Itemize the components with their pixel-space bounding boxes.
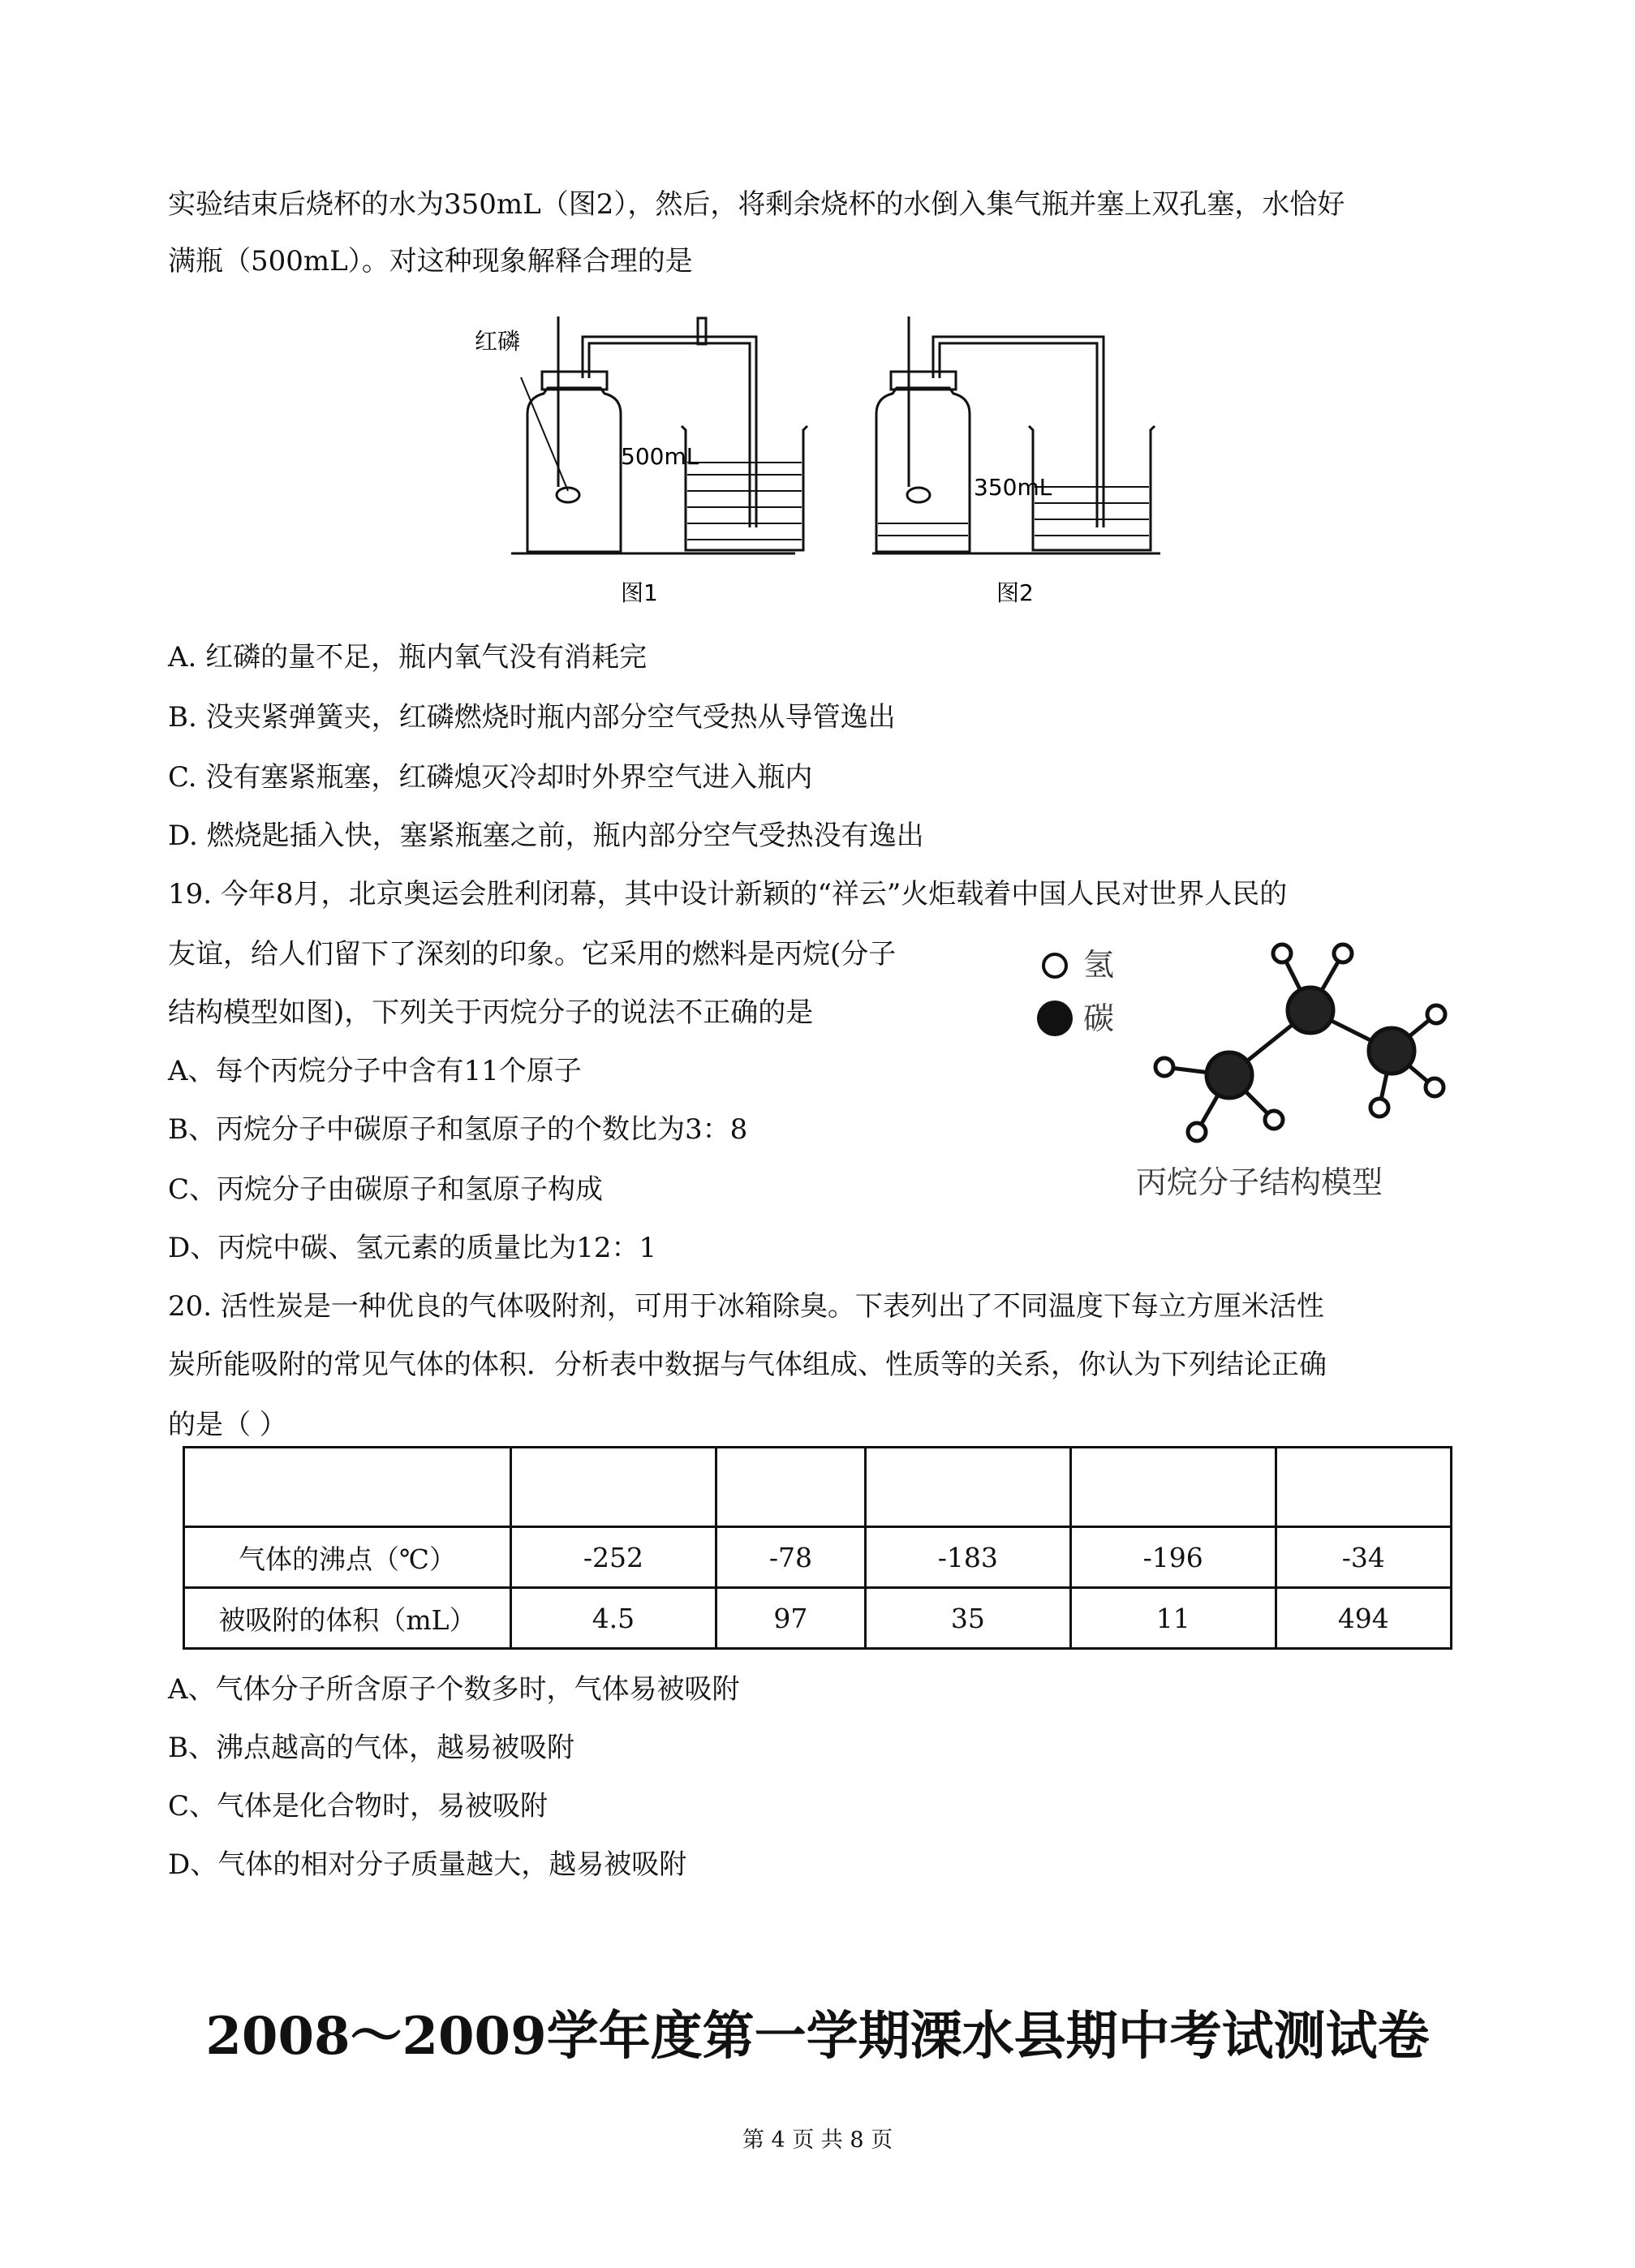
propane-model-figure bbox=[1022, 925, 1477, 1217]
fig1-beaker bbox=[682, 426, 807, 550]
fig2-bottle bbox=[876, 388, 970, 552]
row-label-volume: 被吸附的体积（mL） bbox=[184, 1588, 511, 1649]
table-cell: 4.5 bbox=[511, 1588, 716, 1649]
propane-molecule bbox=[1155, 945, 1445, 1141]
intro-line-2: 满瓶（500mL）。对这种现象解释合理的是 bbox=[168, 245, 693, 278]
q18-option-a: A. 红磷的量不足，瓶内氧气没有消耗完 bbox=[168, 641, 648, 674]
table-header-cell bbox=[1070, 1448, 1276, 1527]
table-row-boiling-point bbox=[184, 1527, 1452, 1588]
q18-option-d: D. 燃烧匙插入快，塞紧瓶塞之前，瓶内部分空气受热没有逸出 bbox=[168, 820, 924, 852]
page-footer: 第 4 页 共 8 页 bbox=[742, 2128, 893, 2153]
q19-line-3: 结构模型如图)，下列关于丙烷分子的说法不正确的是 bbox=[168, 996, 814, 1029]
q19-option-d: D、丙烷中碳、氢元素的质量比为12：1 bbox=[168, 1232, 657, 1264]
q20-option-d: D、气体的相对分子质量越大，越易被吸附 bbox=[168, 1848, 687, 1881]
table-row-adsorbed-volume bbox=[184, 1588, 1452, 1649]
fig1-volume-label: 500mL bbox=[621, 443, 699, 470]
fig2-caption: 图2 bbox=[996, 579, 1034, 606]
fig1-red-phosphorus-label: 红磷 bbox=[475, 328, 521, 355]
table-cell: 97 bbox=[716, 1588, 865, 1649]
table-header-cell bbox=[716, 1448, 865, 1527]
table-header-cell bbox=[184, 1448, 511, 1527]
legend-hydrogen-icon bbox=[1043, 954, 1066, 977]
q19-option-c: C、丙烷分子由碳原子和氢原子构成 bbox=[168, 1173, 604, 1206]
table-header-cell bbox=[865, 1448, 1070, 1527]
table-cell: -196 bbox=[1070, 1527, 1276, 1588]
table-cell: 11 bbox=[1070, 1588, 1276, 1649]
q19-line-2: 友谊，给人们留下了深刻的印象。它采用的燃料是丙烷(分子 bbox=[168, 938, 897, 970]
table-cell: 35 bbox=[865, 1588, 1070, 1649]
q20-line-2: 炭所能吸附的常见气体的体积．分析表中数据与气体组成、性质等的关系，你认为下列结论正确 bbox=[168, 1349, 1327, 1381]
table-header-cell bbox=[511, 1448, 716, 1527]
propane-model-caption: 丙烷分子结构模型 bbox=[1136, 1164, 1383, 1200]
q19-line-1: 19. 今年8月，北京奥运会胜利闭幕，其中设计新颖的“祥云”火炬载着中国人民对世界人民的 bbox=[168, 878, 1288, 910]
table-cell: -34 bbox=[1276, 1527, 1451, 1588]
row-label-boiling: 气体的沸点（℃） bbox=[184, 1527, 511, 1588]
legend-hydrogen-label: 氢 bbox=[1083, 947, 1115, 983]
table-cell: -183 bbox=[865, 1527, 1070, 1588]
q20-line-3: 的是（ ） bbox=[168, 1409, 287, 1441]
fig2-volume-label: 350mL bbox=[974, 474, 1052, 501]
q19-option-a: A、每个丙烷分子中含有11个原子 bbox=[168, 1055, 582, 1087]
q20-option-a: A、气体分子所含原子个数多时，气体易被吸附 bbox=[168, 1673, 740, 1706]
gas-adsorption-table bbox=[183, 1446, 1452, 1650]
legend-carbon-icon bbox=[1037, 1001, 1073, 1036]
q19-option-b: B、丙烷分子中碳原子和氢原子的个数比为3：8 bbox=[168, 1113, 748, 1146]
q20-line-1: 20. 活性炭是一种优良的气体吸附剂，可用于冰箱除臭。下表列出了不同温度下每立方厘米活性 bbox=[168, 1290, 1324, 1323]
q18-option-b: B. 没夹紧弹簧夹，红磷燃烧时瓶内部分空气受热从导管逸出 bbox=[168, 701, 896, 734]
table-cell: 494 bbox=[1276, 1588, 1451, 1649]
q20-option-c: C、气体是化合物时，易被吸附 bbox=[168, 1790, 549, 1823]
clamp bbox=[698, 318, 706, 344]
q18-option-c: C. 没有塞紧瓶塞，红磷熄灭冷却时外界空气进入瓶内 bbox=[168, 761, 813, 794]
table-header-cell bbox=[1276, 1448, 1451, 1527]
table-cell: -252 bbox=[511, 1527, 716, 1588]
table-cell: -78 bbox=[716, 1527, 865, 1588]
exam-title: 2008～2009学年度第一学期溧水县期中考试测试卷 bbox=[205, 2006, 1430, 2067]
fig1-bottle bbox=[527, 388, 621, 552]
intro-line-1: 实验结束后烧杯的水为350mL（图2），然后，将剩余烧杯的水倒入集气瓶并塞上双孔塞，水恰好 bbox=[168, 188, 1345, 221]
table-header-row bbox=[184, 1448, 1452, 1527]
legend-carbon-label: 碳 bbox=[1083, 1001, 1115, 1036]
apparatus-figure bbox=[454, 300, 1185, 617]
q20-option-b: B、沸点越高的气体，越易被吸附 bbox=[168, 1732, 574, 1764]
fig1-caption: 图1 bbox=[621, 579, 658, 606]
